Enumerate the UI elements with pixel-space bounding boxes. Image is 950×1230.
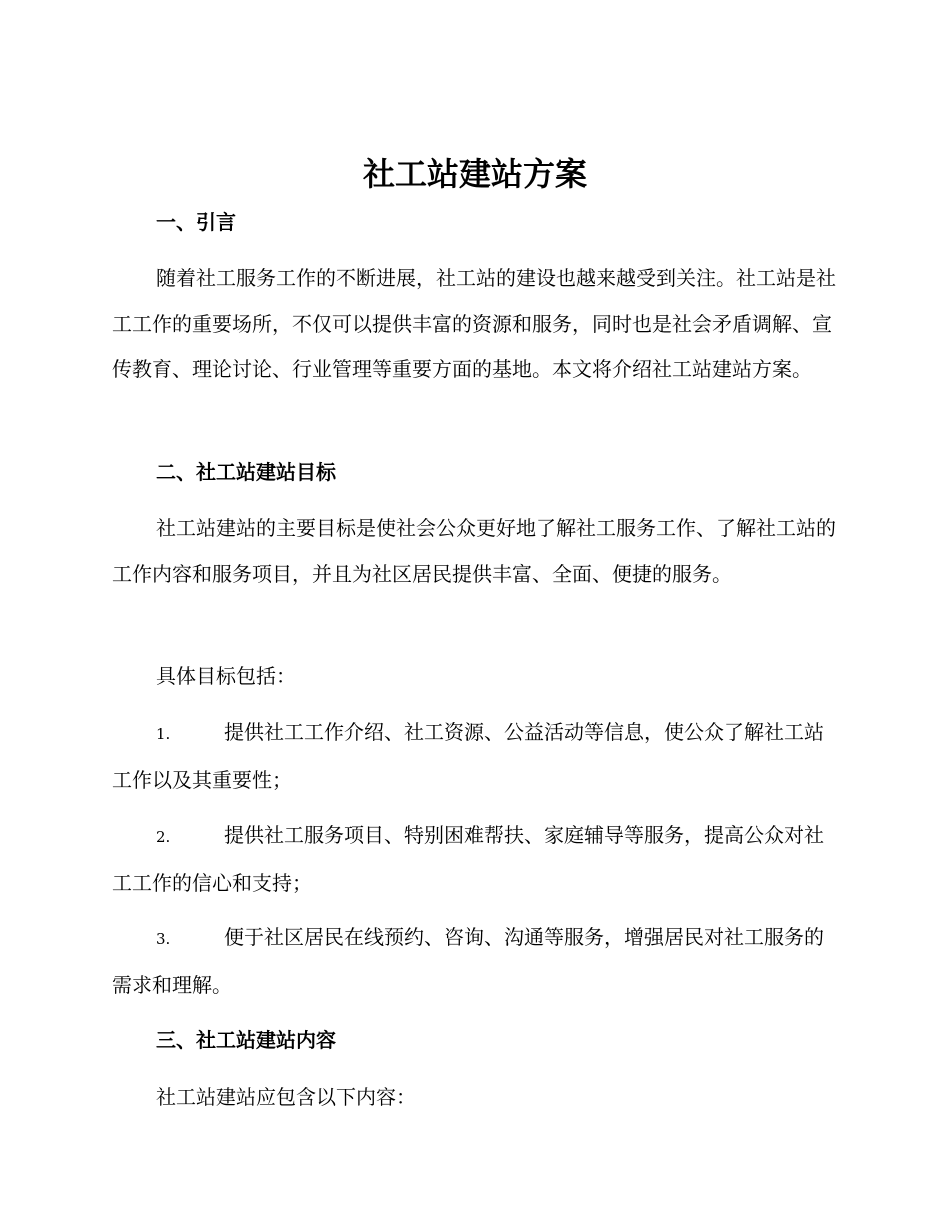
list-item-number: 2. [156, 828, 171, 846]
content-list-intro: 社工站建站应包含以下内容： [156, 1085, 416, 1109]
paragraph-introduction: 随着社工服务工作的不断进展，社工站的建设也越来越受到关注。社工站是社工工作的重要场所，不仅可以提供丰富的资源和服务，同时也是社会矛盾调解、宣传教育、理论讨论、行业管理等重要方面的基地。本文将介绍社工站建站方案。 [112, 266, 836, 381]
list-item [112, 813, 836, 906]
list-item-number: 1. [156, 725, 171, 743]
section-heading-introduction: 一、引言 [156, 210, 236, 234]
list-item-text: 便于社区居民在线预约、咨询、沟通等服务，增强居民对社工服务的需求和理解。 [112, 925, 824, 997]
list-item-text: 提供社工服务项目、特别困难帮扶、家庭辅导等服务，提高公众对社工工作的信心和支持； [112, 823, 824, 895]
document-title: 社工站建站方案 [362, 155, 587, 193]
section-heading-content: 三、社工站建站内容 [156, 1028, 336, 1052]
goals-list-intro: 具体目标包括： [156, 664, 296, 688]
list-item [112, 915, 836, 1008]
paragraph-goals: 社工站建站的主要目标是使社会公众更好地了解社工服务工作、了解社工站的工作内容和服务项目，并且为社区居民提供丰富、全面、便捷的服务。 [112, 516, 836, 586]
list-item [112, 710, 836, 803]
list-item-text: 提供社工工作介绍、社工资源、公益活动等信息，使公众了解社工站工作以及其重要性； [112, 720, 824, 792]
list-item-number: 3. [156, 930, 171, 948]
section-heading-goals: 二、社工站建站目标 [156, 460, 336, 484]
